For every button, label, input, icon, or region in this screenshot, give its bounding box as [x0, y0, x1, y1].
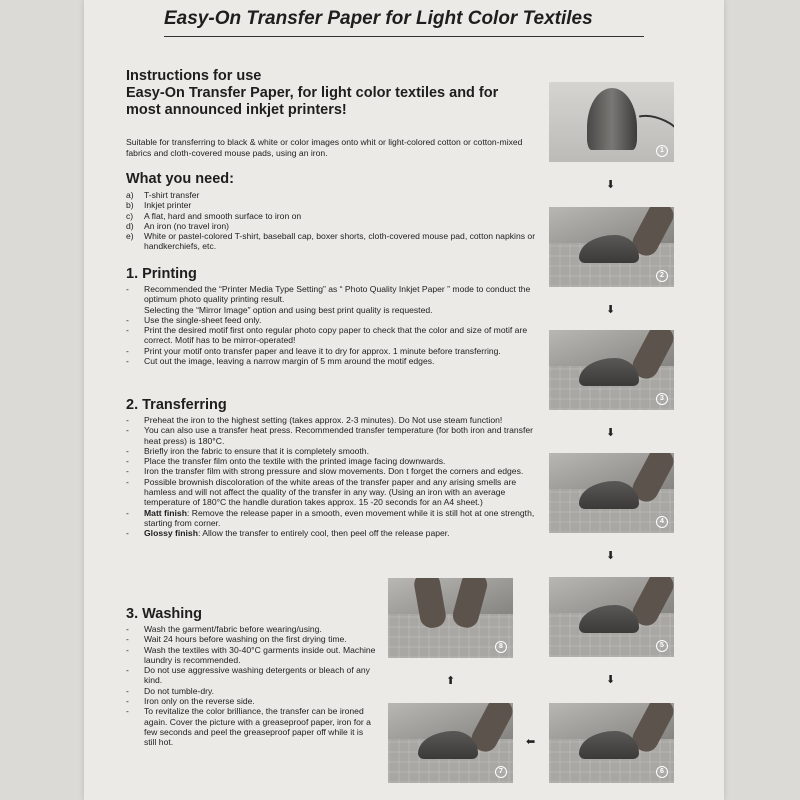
printing-list: [126, 284, 536, 366]
list-marker: c): [126, 210, 134, 221]
list-marker: -: [126, 325, 129, 336]
washing-list: [126, 624, 376, 748]
list-item-text: Iron only on the reverse side.: [144, 696, 255, 707]
iron-icon: [418, 731, 478, 759]
step-number-badge: 8: [495, 641, 507, 653]
list-marker: -: [126, 624, 129, 634]
title-underline: [164, 36, 644, 37]
list-item-text: Do not use aggressive washing detergents or bleach of any kind.: [144, 665, 370, 686]
list-item-text: You can also use a transfer heat press. Recommended transfer temperature (for both iron and transfer heat press) is 180°C.: [144, 425, 533, 446]
list-marker: -: [126, 685, 129, 696]
list-marker: -: [126, 466, 129, 477]
list-marker: -: [126, 634, 129, 645]
arrow-down-icon: ⬇: [606, 550, 616, 562]
list-marker: -: [126, 528, 129, 539]
arrow-down-icon: ⬇: [606, 427, 616, 439]
printing-heading: 1. Printing: [126, 266, 197, 282]
iron-icon: [579, 481, 639, 509]
list-marker: -: [126, 476, 129, 487]
list-item-text: T-shirt transfer: [144, 190, 200, 200]
step-number-badge: 1: [656, 145, 668, 157]
washing-heading: 3. Washing: [126, 606, 202, 622]
list-marker: -: [126, 415, 129, 425]
list-item-text: Print your motif onto transfer paper and leave it to dry for approx. 1 minute before transferring.: [144, 345, 501, 356]
list-item-text: An iron (no travel iron): [144, 220, 230, 231]
list-item-text: To revitalize the color brilliance, the transfer can be ironed again. Cover the picture with a greaseproof paper, iron for a few seconds and peel the greaseproof paper off while it is still hot.: [144, 706, 371, 748]
step-photo-2: [549, 207, 674, 287]
document-title: Easy-On Transfer Paper for Light Color Textiles: [164, 8, 593, 29]
list-item-text: : Remove the release paper in a smooth, even movement while it is still hot at one strength, starting from corner.: [144, 507, 535, 528]
list-item-text: Do not tumble-dry.: [144, 685, 215, 696]
list-item: [126, 346, 536, 356]
step-number-badge: 7: [495, 766, 507, 778]
list-item: [126, 415, 536, 425]
list-item: [126, 528, 536, 538]
step-photo-7: [388, 703, 513, 783]
list-item: [126, 284, 536, 305]
list-item-text: Recommended the “Printer Media Type Setting” as “ Photo Quality Inkjet Paper ” mode to conduct the optimum photo quality printing result.: [144, 284, 531, 305]
list-marker: d): [126, 220, 134, 231]
list-item-text: Wash the garment/fabric before wearing/using.: [144, 624, 322, 634]
what-you-need-list: [126, 190, 536, 252]
list-marker: -: [126, 445, 129, 456]
list-item: [126, 305, 536, 315]
list-item: [126, 706, 376, 747]
list-item: [126, 190, 536, 200]
step-photo-4: [549, 453, 674, 533]
arrow-down-icon: ⬇: [606, 674, 616, 686]
step-number-badge: 3: [656, 393, 668, 405]
transferring-list: [126, 415, 536, 539]
list-item-text: Preheat the iron to the highest setting (takes approx. 2-3 minutes). Do Not use steam function!: [144, 415, 503, 425]
iron-icon: [579, 731, 639, 759]
list-item-text: Inkjet printer: [144, 200, 192, 211]
iron-icon: [579, 235, 639, 263]
fabric-shape: [388, 614, 513, 658]
list-marker: -: [126, 425, 129, 436]
step-photo-3: [549, 330, 674, 410]
list-marker: a): [126, 190, 134, 200]
transferring-heading: 2. Transferring: [126, 397, 227, 413]
list-item: [126, 508, 536, 529]
iron-icon: [587, 88, 637, 150]
list-item: [126, 686, 376, 696]
list-marker: -: [126, 507, 129, 518]
suitable-text: Suitable for transferring to black & white or color images onto whit or light-colored cotton or cotton-mixed fabrics and cloth-covered mouse pads, using an iron.: [126, 137, 523, 158]
list-item-text: Wash the textiles with 30-40°C garments inside out. Machine laundry is recommended.: [144, 644, 376, 665]
list-item-text: A flat, hard and smooth surface to iron on: [144, 210, 302, 221]
list-item-text: Cut out the image, leaving a narrow margin of 5 mm around the motif edges.: [144, 356, 435, 367]
list-item-text: Wait 24 hours before washing on the first drying time.: [144, 634, 347, 645]
list-marker: -: [126, 696, 129, 707]
list-item: [126, 200, 536, 210]
finish-label: Glossy finish: [144, 528, 198, 539]
intro-line-1: Instructions for use: [126, 68, 262, 84]
list-item-text: Print the desired motif first onto regular photo copy paper to check that the color and size of motif are correct. Motif has to be mirror-operated!: [144, 325, 528, 346]
list-item: [126, 221, 536, 231]
list-item: [126, 446, 536, 456]
list-item: [126, 425, 536, 446]
list-item: [126, 665, 376, 686]
list-item-text: : Allow the transfer to entirely cool, then peel off the release paper.: [197, 528, 450, 539]
list-item-text: Iron the transfer film with strong pressure and slow movements. Don t forget the corners and edges.: [144, 466, 524, 477]
list-item: [126, 634, 376, 644]
step-number-badge: 2: [656, 270, 668, 282]
list-marker: e): [126, 231, 134, 242]
arrow-down-icon: ⬇: [606, 304, 616, 316]
list-item: [126, 211, 536, 221]
list-marker: -: [126, 644, 129, 655]
intro-line-3: most announced inkjet printers!: [126, 102, 347, 118]
list-item: [126, 645, 376, 666]
list-item-text: White or pastel-colored T-shirt, baseball cap, boxer shorts, cloth-covered mouse pad, cotton napkins or handkerchiefs, etc.: [144, 231, 536, 252]
list-item: [126, 231, 536, 252]
what-you-need-heading: What you need:: [126, 171, 234, 187]
list-item-text: Use the single-sheet feed only.: [144, 314, 262, 325]
list-item: [126, 624, 376, 634]
list-item: [126, 456, 536, 466]
list-item: [126, 466, 536, 476]
list-item-text: Briefly iron the fabric to ensure that it is completely smooth.: [144, 445, 369, 456]
step-number-badge: 4: [656, 516, 668, 528]
step-number-badge: 5: [656, 640, 668, 652]
step-number-badge: 6: [656, 766, 668, 778]
list-item: [126, 696, 376, 706]
list-item: [126, 356, 536, 366]
step-photo-8: [388, 578, 513, 658]
finish-label: Matt finish: [144, 507, 187, 518]
list-item: [126, 315, 536, 325]
list-marker: -: [126, 706, 129, 717]
list-marker: -: [126, 665, 129, 676]
list-marker: -: [126, 314, 129, 325]
list-item: [126, 325, 536, 346]
list-item: [126, 477, 536, 508]
arrow-down-icon: ⬇: [606, 179, 616, 191]
list-item-text: Place the transfer film onto the textile with the printed image facing downwards.: [144, 456, 446, 467]
list-item-text: Possible brownish discoloration of the white areas of the transfer paper and any arising smells are hamless and will not affect the quality of the transfer in any way. (Using an iron with an average temperature of 180°C the handle duration takes approx. 15 -20 seconds for an A4 sheet.): [144, 476, 517, 508]
list-marker: -: [126, 356, 129, 367]
list-item-text: Selecting the “Mirror Image” option and using best print quality is requested.: [144, 304, 433, 315]
step-photo-5: [549, 577, 674, 657]
list-marker: -: [126, 456, 129, 467]
intro-heading: [126, 68, 498, 119]
iron-icon: [579, 605, 639, 633]
list-marker: -: [126, 284, 129, 294]
list-marker: -: [126, 345, 129, 356]
step-photo-1: [549, 82, 674, 162]
intro-line-2: Easy-On Transfer Paper, for light color textiles and for: [126, 85, 499, 101]
list-marker: b): [126, 200, 134, 211]
arrow-left-icon: ⬅: [526, 736, 536, 748]
step-photo-6: [549, 703, 674, 783]
arrow-up-icon: ⬆: [446, 675, 456, 687]
iron-icon: [579, 358, 639, 386]
